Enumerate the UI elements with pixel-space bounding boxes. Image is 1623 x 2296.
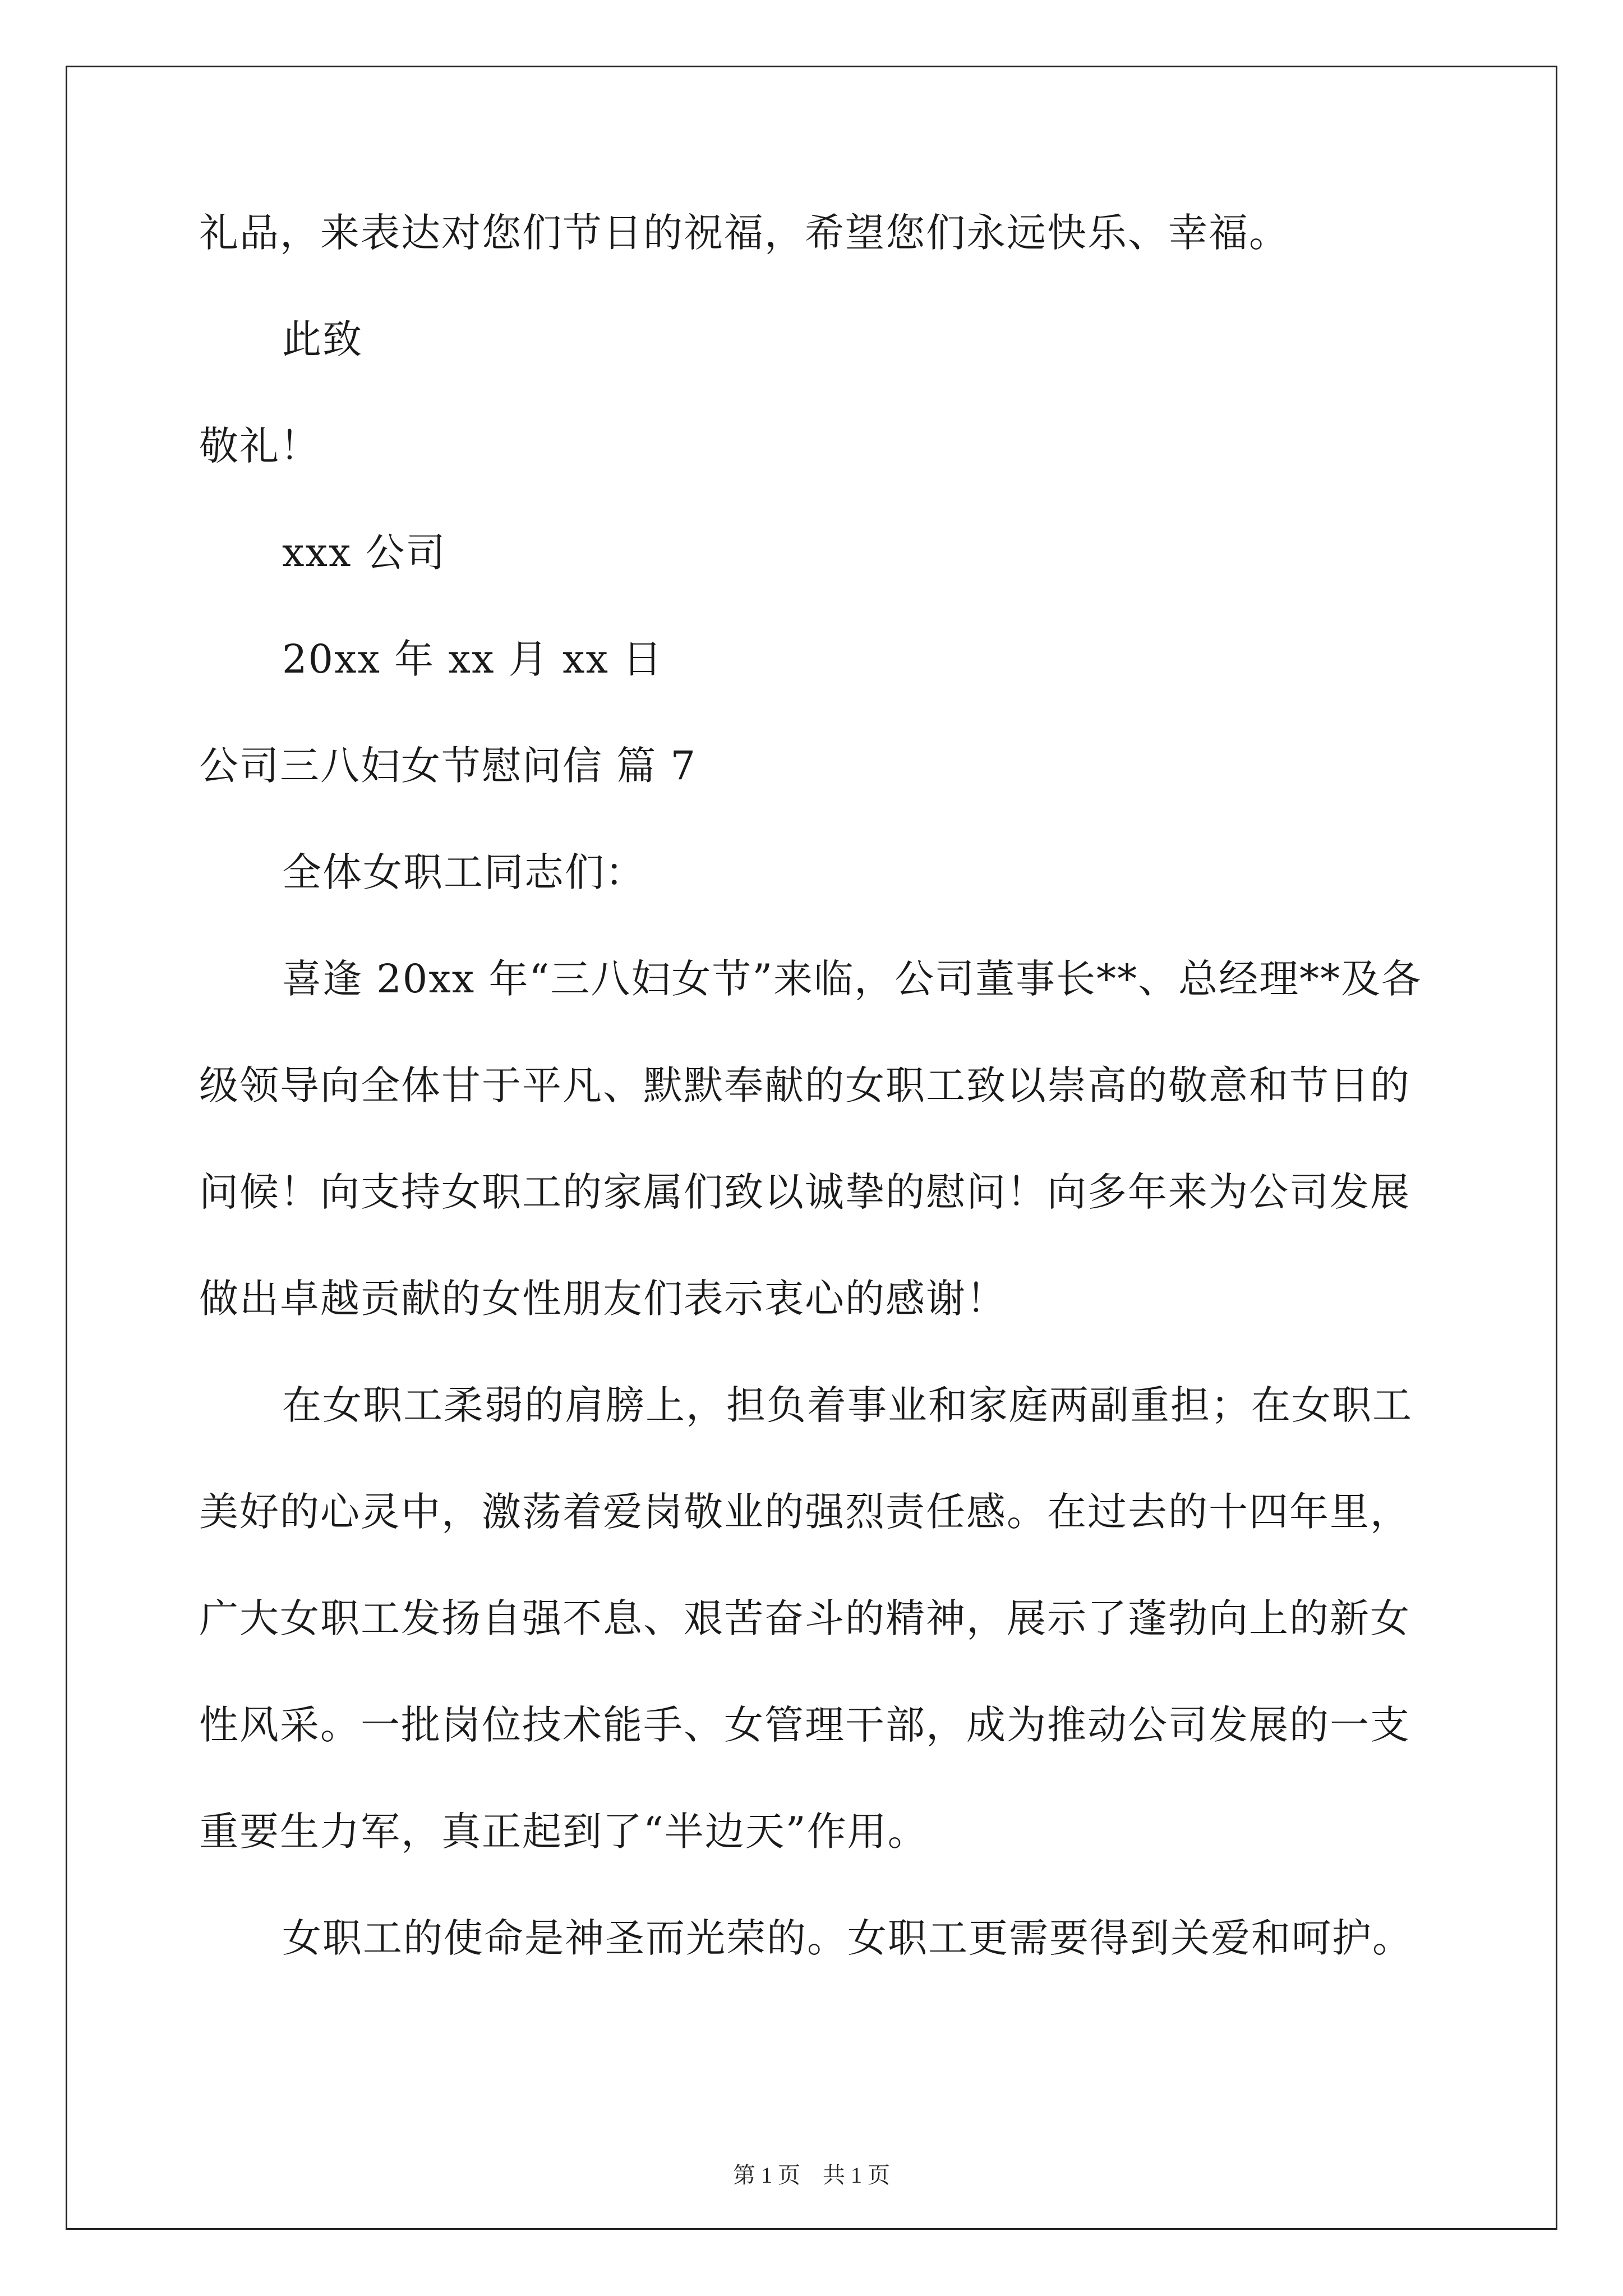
paragraph-line: 喜逢 20xx 年“三八妇女节”来临，公司董事长**、总经理**及各 [282, 956, 1422, 1002]
paragraph-line: 广大女职工发扬自强不息、艰苦奋斗的精神，展示了蓬勃向上的新女 [199, 1595, 1410, 1641]
paragraph-line: 礼品，来表达对您们节日的祝福，希望您们永远快乐、幸福。 [199, 210, 1289, 256]
paragraph-line: 性风采。一批岗位技术能手、女管理干部，成为推动公司发展的一支 [199, 1702, 1410, 1748]
section-title: 公司三八妇女节慰问信 篇 7 [199, 743, 697, 789]
page-number: 第 1 页 [733, 2162, 800, 2188]
paragraph-line: 问候！向支持女职工的家属们致以诚挚的慰问！向多年来为公司发展 [199, 1169, 1410, 1215]
page-total: 共 1 页 [823, 2162, 890, 2188]
paragraph-line: 美好的心灵中，激荡着爱岗敬业的强烈责任感。在过去的十四年里， [199, 1489, 1410, 1535]
paragraph-line: 做出卓越贡献的女性朋友们表示衷心的感谢！ [199, 1276, 1007, 1322]
signature-date: 20xx 年 xx 月 xx 日 [282, 636, 663, 682]
page-footer [0, 2164, 1623, 2187]
paragraph-line: 在女职工柔弱的肩膀上，担负着事业和家庭两副重担；在女职工 [282, 1382, 1413, 1428]
greeting: 全体女职工同志们： [282, 849, 645, 895]
closing-regards: 敬礼！ [199, 423, 320, 469]
page-border [66, 66, 1557, 2230]
paragraph-line: 级领导向全体甘于平凡、默默奉献的女职工致以崇高的敬意和节日的 [199, 1062, 1410, 1108]
signature-company: xxx 公司 [282, 530, 446, 576]
paragraph-line: 重要生力军，真正起到了“半边天”作用。 [199, 1809, 928, 1855]
closing-salutation: 此致 [282, 316, 363, 362]
paragraph-line: 女职工的使命是神圣而光荣的。女职工更需要得到关爱和呵护。 [282, 1915, 1413, 1961]
